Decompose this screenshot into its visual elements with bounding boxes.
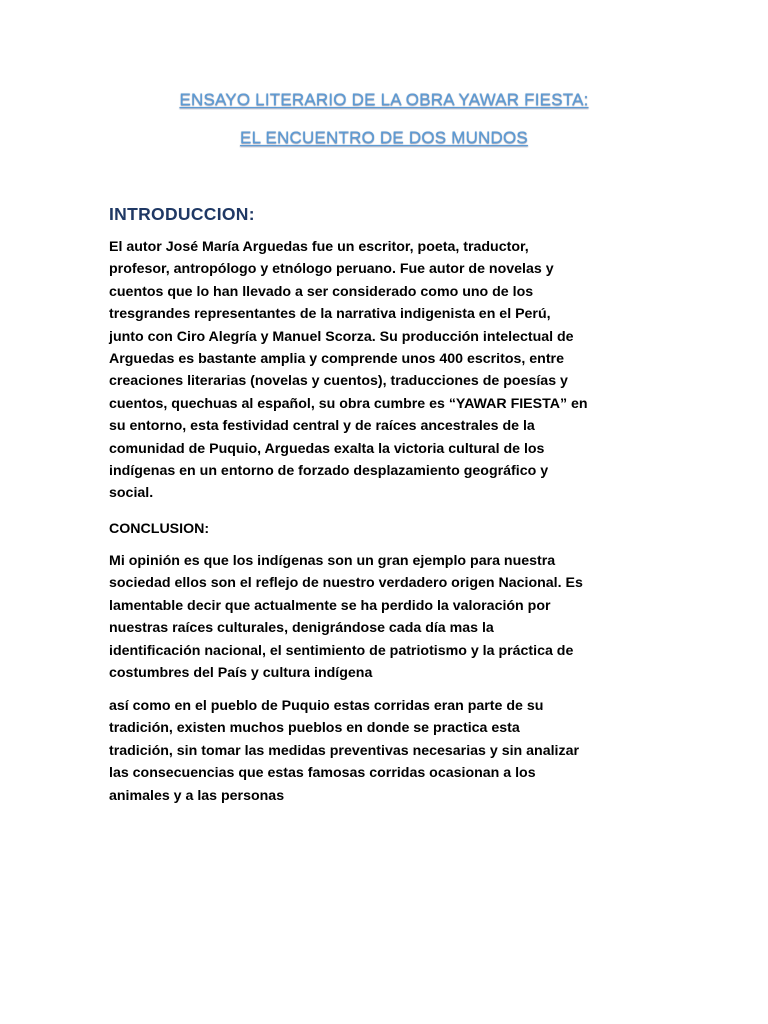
intro-line: Arguedas es bastante amplia y comprende unos 400 escritos, entre [109,351,564,368]
conclusion-line: tradición, sin tomar las medidas preventivas necesarias y sin analizar [109,742,579,759]
intro-line: creaciones literarias (novelas y cuentos), traducciones de poesías y [109,373,568,390]
intro-line: su entorno, esta festividad central y de raíces ancestrales de la [109,418,535,435]
conclusion-line: costumbres del País y cultura indígena [109,665,373,682]
conclusion-heading: CONCLUSION: [109,521,210,537]
intro-line: tresgrandes representantes de la narrativa indigenista en el Perú, [109,306,551,323]
intro-line: junto con Ciro Alegría y Manuel Scorza. Su producción intelectual de [109,328,574,345]
conclusion-line: Mi opinión es que los indígenas son un gran ejemplo para nuestra [109,553,556,569]
conclusion-line: lamentable decir que actualmente se ha perdido la valoración por [109,597,551,614]
document-title-line-2: EL ENCUENTRO DE DOS MUNDOS [240,128,528,147]
intro-line: El autor José María Arguedas fue un escritor, poeta, traductor, [109,239,529,255]
conclusion-line: sociedad ellos son el reflejo de nuestro verdadero origen Nacional. Es [109,575,583,592]
document-title-line-1: ENSAYO LITERARIO DE LA OBRA YAWAR FIESTA: [179,90,589,109]
conclusion-line: animales y a las personas [109,787,285,804]
conclusion-line: nuestras raíces culturales, denigrándose cada día mas la [109,620,494,637]
conclusion-line: las consecuencias que estas famosas corridas ocasionan a los [109,765,536,782]
intro-line: indígenas en un entorno de forzado desplazamiento geográfico y [109,463,549,480]
intro-line: profesor, antropólogo y etnólogo peruano. Fue autor de novelas y [109,261,554,278]
intro-line: comunidad de Puquio, Arguedas exalta la victoria cultural de los [109,440,545,457]
intro-paragraph [109,236,669,505]
intro-heading: INTRODUCCION: [109,204,255,224]
conclusion-paragraph-2 [109,695,669,807]
conclusion-line: identificación nacional, el sentimiento de patriotismo y la práctica de [109,642,574,659]
intro-line: social. [109,485,154,502]
intro-line: cuentos, quechuas al español, su obra cumbre es “YAWAR FIESTA” en [109,395,588,412]
intro-line: cuentos que lo han llevado a ser considerado como uno de los [109,283,534,300]
conclusion-line: tradición, existen muchos pueblos en donde se practica esta [109,720,520,737]
conclusion-paragraph-1 [109,550,669,684]
conclusion-line: así como en el pueblo de Puquio estas corridas eran parte de su [109,698,544,714]
